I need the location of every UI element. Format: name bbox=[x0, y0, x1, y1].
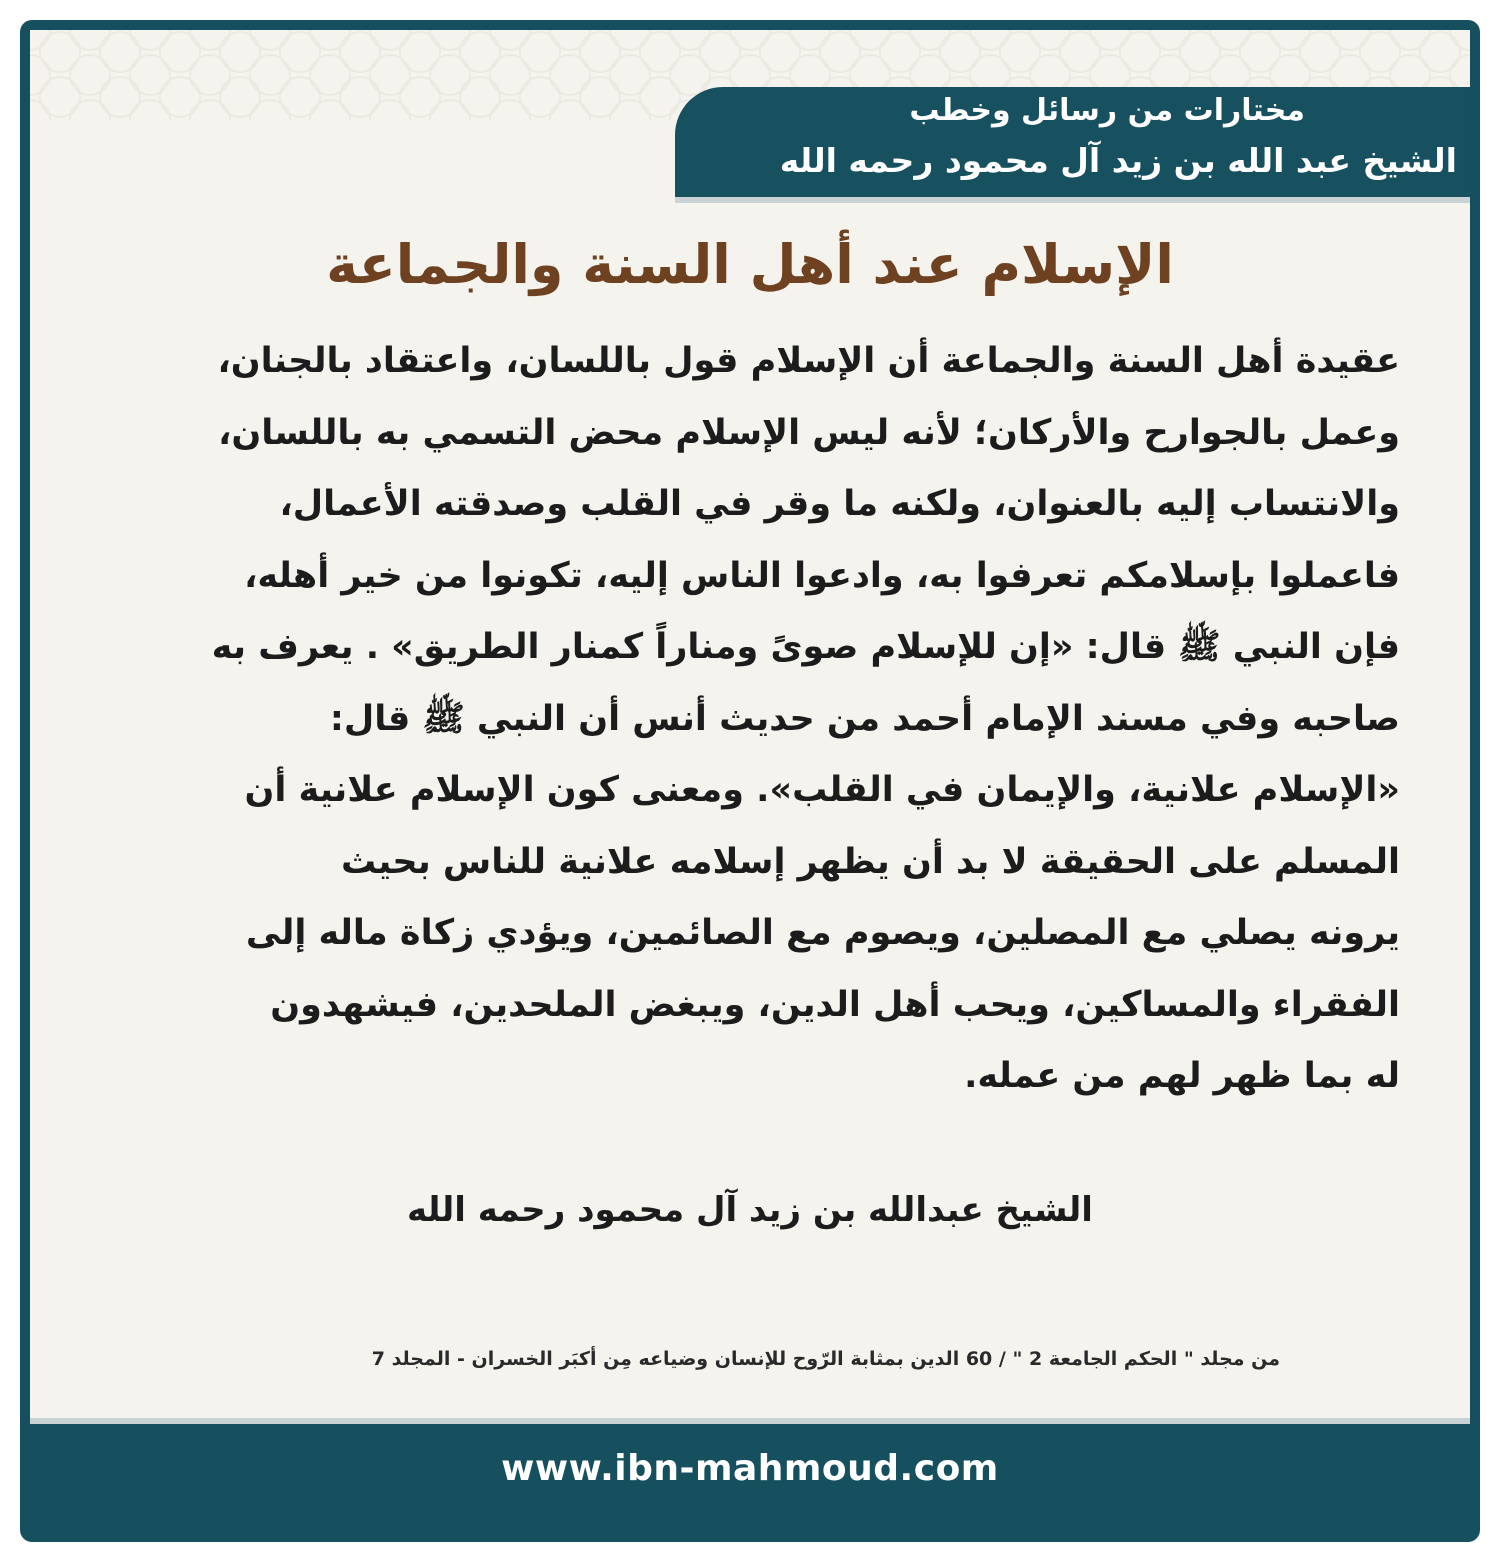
series-title: مختارات من رسائل وخطب bbox=[909, 93, 1305, 128]
body-line: الفقراء والمساكين، ويحب أهل الدين، ويبغض الملحدين، فيشهدون bbox=[270, 984, 1400, 1025]
footer-divider bbox=[30, 1418, 1470, 1424]
series-author: الشيخ عبد الله بن زيد آل محمود رحمه الله bbox=[779, 141, 1457, 180]
body-line: فإن النبي ﷺ قال: «إن للإسلام صوىً ومناراً كمنار الطريق» . يعرف به bbox=[211, 627, 1400, 667]
body-line: والانتساب إليه بالعنوان، ولكنه ما وقر في القلب وصدقته الأعمال، bbox=[279, 484, 1400, 524]
source-citation: من مجلد " الحكم الجامعة 2 " / 60 الدين بمثابة الرّوح للإنسان وضياعه مِن أكبَر الخسران - المجلد 7 bbox=[371, 1348, 1280, 1370]
body-line: يرونه يصلي مع المصلين، ويصوم مع الصائمين، ويؤدي زكاة ماله إلى bbox=[245, 913, 1400, 953]
body-line: «الإسلام علانية، والإيمان في القلب». ومعنى كون الإسلام علانية أن bbox=[244, 770, 1400, 810]
body-line: عقيدة أهل السنة والجماعة أن الإسلام قول باللسان، واعتقاد بالجنان، bbox=[217, 341, 1400, 381]
body-line: فاعملوا بإسلامكم تعرفوا به، وادعوا الناس إليه، تكونوا من خير أهله، bbox=[244, 555, 1400, 596]
article-body bbox=[120, 326, 1400, 1113]
body-line: وعمل بالجوارح والأركان؛ لأنه ليس الإسلام محض التسمي به باللسان، bbox=[218, 412, 1400, 453]
body-line: المسلم على الحقيقة لا بد أن يظهر إسلامه علانية للناس بحيث bbox=[341, 841, 1400, 882]
website-link[interactable]: www.ibn-mahmoud.com bbox=[501, 1448, 999, 1489]
body-line: صاحبه وفي مسند الإمام أحمد من حديث أنس أن النبي ﷺ قال: bbox=[329, 698, 1400, 739]
body-line: له بما ظهر لهم من عمله. bbox=[964, 1056, 1400, 1096]
article-title: الإسلام عند أهل السنة والجماعة bbox=[326, 233, 1174, 296]
header-banner bbox=[675, 87, 1470, 197]
card bbox=[30, 30, 1470, 1418]
author-signature: الشيخ عبدالله بن زيد آل محمود رحمه الله bbox=[407, 1190, 1093, 1230]
